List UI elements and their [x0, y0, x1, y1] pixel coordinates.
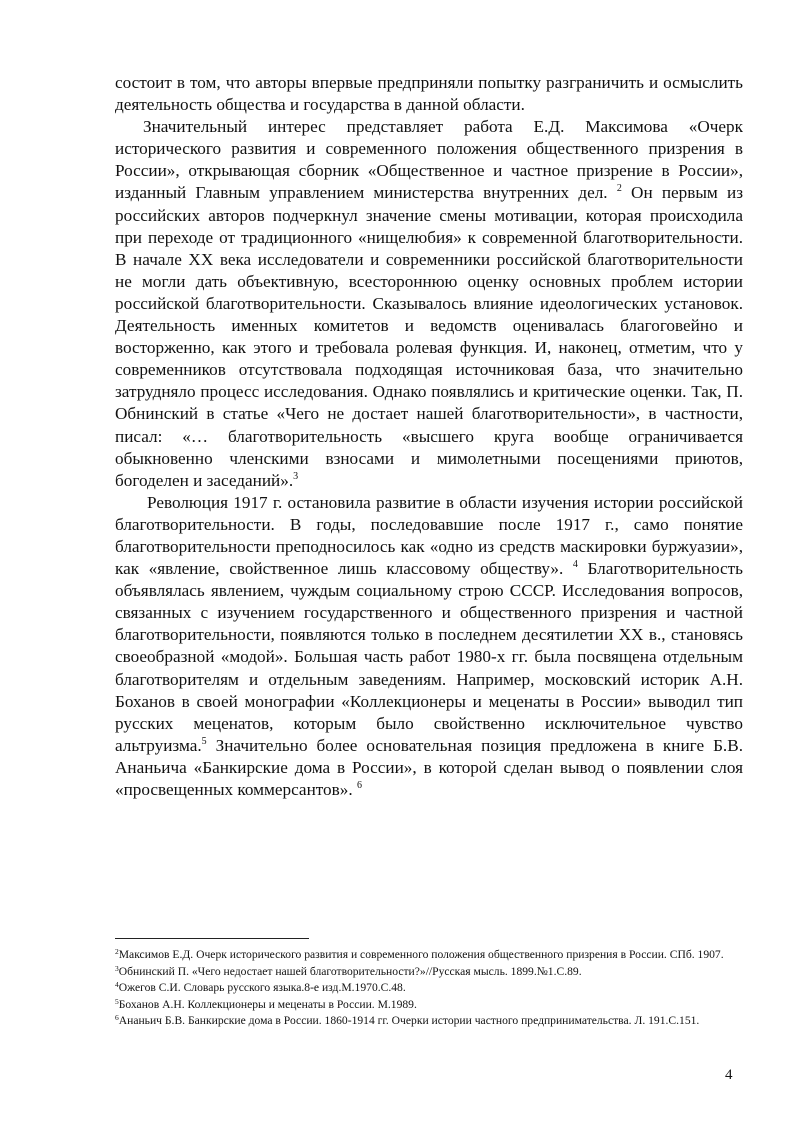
footnote-text: Ананьич Б.В. Банкирские дома в России. 1860-1914 гг. Очерки истории частного предпринимательства. Л. 191.С.151. — [118, 1014, 700, 1028]
page-number: 4 — [725, 1067, 733, 1083]
footnote-text: Боханов А.Н. Коллекционеры и меценаты в России. М.1989. — [118, 997, 417, 1011]
footnote-number: 5 — [115, 996, 119, 1006]
paragraph-1: состоит в том, что авторы впервые предприняли попытку разграничить и осмыслить деятельность общества и государства в данной области. — [115, 73, 743, 115]
footnote-ref: 2 — [616, 183, 622, 195]
footnote-separator — [115, 938, 309, 939]
paragraph-2 — [115, 116, 743, 492]
footnote — [115, 980, 743, 997]
paragraph-3 — [115, 492, 743, 801]
paragraph-2-part-a: Значительный интерес представляет работа Е.Д. Максимова «Очерк исторического развития и современного положения общественного призрения в России», открывающая сборник «Общественное и частное призрение в России», изданный Главным управлением министерства внутренних дел. — [115, 117, 743, 203]
footnote-text: Ожегов С.И. Словарь русского языка.8-е изд.М.1970.С.48. — [118, 981, 406, 995]
footnote-number: 2 — [115, 947, 119, 956]
body-text — [115, 72, 743, 801]
footnote — [115, 1013, 743, 1030]
paragraph-3-part-b: Благотворительность объявлялась явлением, чуждым социальному строю СССР. Исследования вопросов, связанных с изучением государственного и общественного призрения и частной благотворительности, появляются только в последнем десятилетии XX в., становясь своеобразной «модой». Большая часть работ 1980-х гг. была посвящена отдельным благотворителям и отдельным заведениям. Например, московский историк А.Н. Боханов в своей монографии «Коллекционеры и меценаты в России» выводил тип русских меценатов, которым было свойственно исключительное чувство альтруизма. — [115, 559, 744, 755]
paragraph-3-part-a: Революция 1917 г. остановила развитие в области изучения истории российской благотворительности. В годы, последовавшие после 1917 г., само понятие благотворительности преподносилось как «одно из средств маскировки буржуазии», как «явление, свойственное лишь классовому обществу». — [115, 492, 743, 579]
footnote-ref: 4 — [572, 559, 578, 571]
footnote-number: 3 — [115, 963, 119, 973]
footnote — [115, 964, 743, 981]
footnote-number: 6 — [115, 1013, 119, 1023]
footnote-text: Максимов Е.Д. Очерк исторического развития и современного положения общественного призрения в России. СПб. 1907. — [118, 948, 724, 961]
footnotes — [115, 947, 743, 1030]
footnote-text: Обнинский П. «Чего недостает нашей благотворительности?»//Русская мысль. 1899.№1.С.89. — [118, 964, 582, 978]
paragraph-2-part-b: Он первым из российских авторов подчеркнул значение смены мотивации, которая происходила при переходе от традиционного «нищелюбия» к современной благотворительности. В начале XX века исследователи и современники российской благотворительности не могли дать объективную, всестороннюю оценку основных проблем истории российской благотворительности. Сказывалось влияние идеологических установок. Деятельность именных комитетов и ведомств оценивалась благоговейно и восторженно, как этого и требовала ролевая функция. И, наконец, отметим, что у современников отсутствовала подходящая источниковая база, что значительно затрудняло процесс исследования. Однако появлялись и критические оценки. Так, П. Обнинский в статье «Чего не достает нашей благотворительности», в частности, писал: «… благотворительность «высшего круга вообще ограничивается обыкновенно членскими взносами и мимолетными посещениями приютов, богоделен и заседаний». — [115, 183, 744, 490]
footnote — [115, 947, 743, 964]
footnote-ref: 6 — [356, 780, 362, 791]
paragraph-3-part-c: Значительно более основательная позиция предложена в книге Б.В. Ананьича «Банкирские дома в России», в которой сделан вывод о появлении слоя «просвещенных коммерсантов». — [115, 735, 743, 799]
footnote-number: 4 — [115, 980, 119, 990]
footnote-ref: 3 — [293, 470, 299, 482]
footnote — [115, 997, 743, 1014]
footnote-ref: 5 — [201, 735, 207, 747]
